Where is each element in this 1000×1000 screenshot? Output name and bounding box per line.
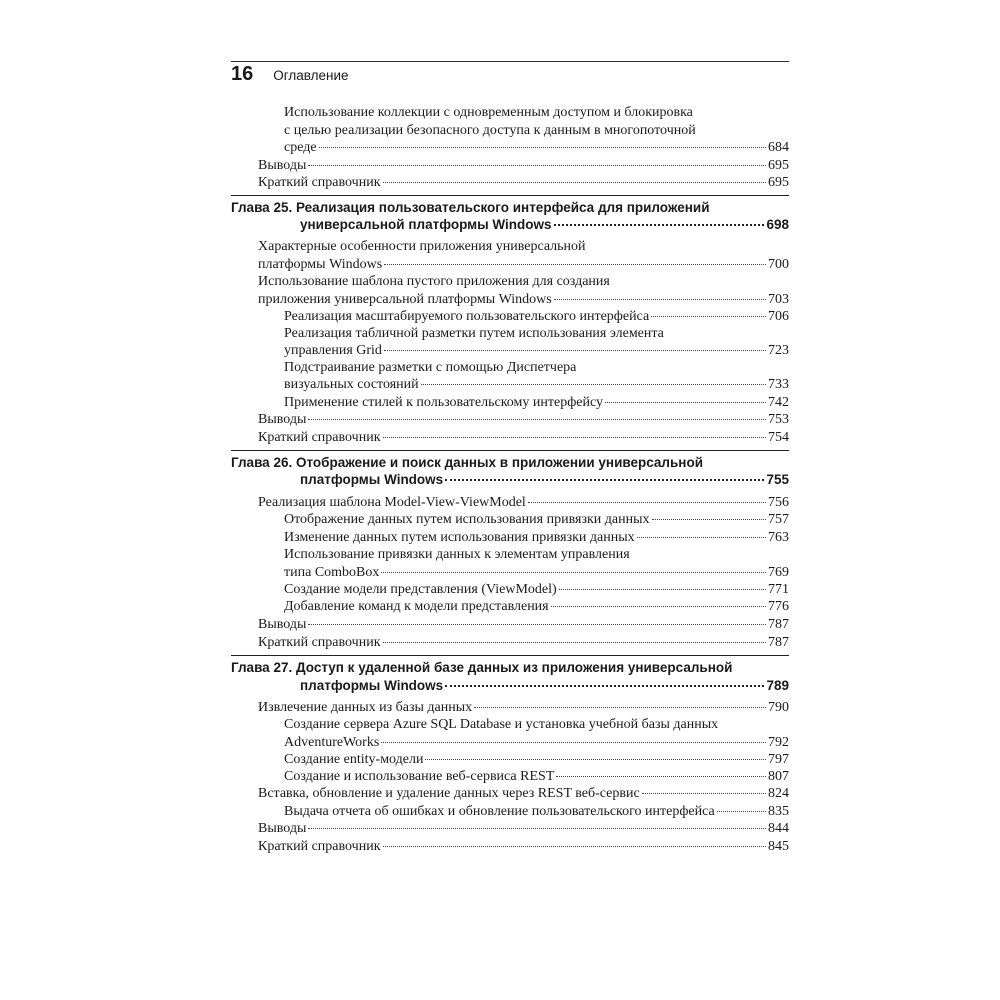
toc-text-line: Реализация табличной разметки путем использования элемента bbox=[284, 326, 664, 341]
chapter-separator bbox=[231, 655, 789, 656]
toc-entry-page: 787 bbox=[768, 617, 789, 632]
toc-entry-title: Краткий справочник bbox=[258, 839, 381, 854]
toc-entry[interactable] bbox=[258, 634, 789, 651]
toc-entry-title: Реализация шаблона Model-View-ViewModel bbox=[258, 495, 526, 510]
toc-entry-page: 753 bbox=[768, 412, 789, 427]
toc-entry-page: 763 bbox=[768, 530, 789, 545]
toc-entry-title: управления Grid bbox=[284, 343, 382, 358]
toc-entry[interactable] bbox=[258, 785, 789, 802]
chapter-page: 789 bbox=[766, 678, 789, 693]
toc-text-line: с целью реализации безопасного доступа к данным в многопоточной bbox=[284, 123, 696, 138]
dot-leader bbox=[381, 572, 766, 573]
dot-leader bbox=[528, 502, 766, 503]
toc-entry[interactable] bbox=[258, 616, 789, 633]
toc-entry-page: 792 bbox=[768, 735, 789, 750]
dot-leader bbox=[308, 624, 766, 625]
toc-text-line: Использование шаблона пустого приложения для создания bbox=[258, 274, 610, 289]
toc-entry-page: 845 bbox=[768, 839, 789, 854]
toc-text-line: Подстраивание разметки с помощью Диспетчера bbox=[284, 360, 577, 375]
chapter-25-title-line: Глава 25. Реализация пользовательского интерфейса для приложений bbox=[231, 200, 710, 215]
toc-entry[interactable] bbox=[284, 734, 789, 751]
toc-entry-page: 757 bbox=[768, 512, 789, 527]
dot-leader bbox=[605, 402, 766, 403]
dot-leader bbox=[383, 846, 767, 847]
chapter-27-entry[interactable] bbox=[300, 677, 789, 694]
toc-entry[interactable] bbox=[284, 394, 789, 411]
chapter-title: платформы Windows bbox=[300, 472, 444, 487]
toc-entry-title: Отображение данных путем использования привязки данных bbox=[284, 512, 650, 527]
toc-entry-page: 797 bbox=[768, 752, 789, 767]
dot-leader bbox=[425, 759, 766, 760]
toc-entry[interactable] bbox=[258, 699, 789, 716]
chapter-26-entry[interactable] bbox=[300, 471, 789, 488]
dot-leader bbox=[554, 299, 766, 300]
dot-leader bbox=[308, 165, 766, 166]
toc-entry[interactable] bbox=[284, 139, 789, 156]
toc-entry-page: 684 bbox=[768, 140, 789, 155]
toc-entry-page: 706 bbox=[768, 309, 789, 324]
toc-entry[interactable] bbox=[258, 174, 789, 191]
header-rule bbox=[231, 61, 789, 62]
chapter-page: 698 bbox=[766, 217, 789, 232]
toc-entry-title: Создание модели представления (ViewModel) bbox=[284, 582, 557, 597]
toc-entry[interactable] bbox=[258, 157, 789, 174]
toc-entry[interactable] bbox=[284, 768, 789, 785]
toc-text-line: Создание сервера Azure SQL Database и установка учебной базы данных bbox=[284, 717, 719, 732]
toc-entry-title: Применение стилей к пользовательскому интерфейсу bbox=[284, 395, 604, 410]
toc-entry[interactable] bbox=[258, 429, 789, 446]
toc-entry-page: 844 bbox=[768, 821, 789, 836]
toc-entry-title: Выводы bbox=[258, 821, 307, 836]
toc-entry-page: 787 bbox=[768, 635, 789, 650]
toc-entry-title: приложения универсальной платформы Windows bbox=[258, 292, 552, 307]
toc-entry-title: Добавление команд к модели представления bbox=[284, 599, 549, 614]
dot-leader bbox=[445, 479, 764, 481]
toc-entry-page: 835 bbox=[768, 804, 789, 819]
toc-entry-title: Выводы bbox=[258, 617, 307, 632]
toc-entry[interactable] bbox=[284, 751, 789, 768]
toc-entry[interactable] bbox=[284, 511, 789, 528]
toc-entry-title: среде bbox=[284, 140, 317, 155]
chapter-25-entry[interactable] bbox=[300, 216, 789, 233]
toc-entry-title: Создание и использование веб-сервиса REST bbox=[284, 769, 555, 784]
dot-leader bbox=[717, 811, 766, 812]
dot-leader bbox=[384, 264, 766, 265]
toc-text-line: Использование привязки данных к элементам управления bbox=[284, 547, 630, 562]
toc-entry-page: 771 bbox=[768, 582, 789, 597]
toc-entry-title: Выдача отчета об ошибках и обновление пользовательского интерфейса bbox=[284, 804, 715, 819]
dot-leader bbox=[551, 606, 766, 607]
toc-entry[interactable] bbox=[284, 342, 789, 359]
chapter-title: платформы Windows bbox=[300, 678, 444, 693]
dot-leader bbox=[556, 776, 766, 777]
toc-entry-title: Выводы bbox=[258, 412, 307, 427]
toc-text-line: Характерные особенности приложения универсальной bbox=[258, 239, 586, 254]
toc-entry-title: типа ComboBox bbox=[284, 565, 380, 580]
dot-leader bbox=[381, 742, 766, 743]
toc-entry-page: 776 bbox=[768, 599, 789, 614]
dot-leader bbox=[445, 685, 764, 687]
toc-entry[interactable] bbox=[258, 838, 789, 855]
toc-entry-page: 723 bbox=[768, 343, 789, 358]
toc-entry-title: Вставка, обновление и удаление данных через REST веб-сервис bbox=[258, 786, 640, 801]
toc-entry-page: 807 bbox=[768, 769, 789, 784]
dot-leader bbox=[651, 316, 766, 317]
toc-entry[interactable] bbox=[258, 256, 789, 273]
dot-leader bbox=[652, 519, 767, 520]
dot-leader bbox=[308, 828, 766, 829]
chapter-separator bbox=[231, 450, 789, 451]
toc-entry-page: 754 bbox=[768, 430, 789, 445]
dot-leader bbox=[559, 589, 766, 590]
toc-entry-title: Извлечение данных из базы данных bbox=[258, 700, 473, 715]
chapter-26-title-line: Глава 26. Отображение и поиск данных в приложении универсальной bbox=[231, 455, 703, 470]
toc-entry[interactable] bbox=[258, 494, 789, 511]
toc-entry-title: Создание entity-модели bbox=[284, 752, 424, 767]
toc-entry-title: платформы Windows bbox=[258, 257, 383, 272]
toc-entry-title: Выводы bbox=[258, 158, 307, 173]
chapter-page: 755 bbox=[766, 472, 789, 487]
toc-entry-title: Изменение данных путем использования привязки данных bbox=[284, 530, 635, 545]
toc-entry-page: 700 bbox=[768, 257, 789, 272]
toc-text-line: Использование коллекции с одновременным доступом и блокировка bbox=[284, 105, 693, 120]
toc-entry-title: Реализация масштабируемого пользовательского интерфейса bbox=[284, 309, 650, 324]
toc-entry-page: 824 bbox=[768, 786, 789, 801]
dot-leader bbox=[642, 793, 766, 794]
dot-leader bbox=[474, 707, 766, 708]
chapter-title: универсальной платформы Windows bbox=[300, 217, 552, 232]
toc-entry-title: Краткий справочник bbox=[258, 175, 381, 190]
dot-leader bbox=[319, 147, 766, 148]
toc-entry-page: 695 bbox=[768, 175, 789, 190]
page-number: 16 bbox=[231, 63, 254, 85]
toc-entry-page: 695 bbox=[768, 158, 789, 173]
toc-entry-page: 769 bbox=[768, 565, 789, 580]
toc-entry-title: AdventureWorks bbox=[284, 735, 380, 750]
toc-entry[interactable] bbox=[284, 308, 789, 325]
dot-leader bbox=[383, 182, 767, 183]
toc-entry[interactable] bbox=[284, 529, 789, 546]
dot-leader bbox=[383, 642, 767, 643]
toc-entry[interactable] bbox=[258, 291, 789, 308]
dot-leader bbox=[637, 537, 766, 538]
toc-entry-page: 756 bbox=[768, 495, 789, 510]
running-header-title: Оглавление bbox=[273, 68, 349, 83]
dot-leader bbox=[421, 384, 766, 385]
chapter-27-title-line: Глава 27. Доступ к удаленной базе данных из приложения универсальной bbox=[231, 660, 733, 675]
toc-entry-title: Краткий справочник bbox=[258, 635, 381, 650]
chapter-separator bbox=[231, 195, 789, 196]
toc-entry-title: визуальных состояний bbox=[284, 377, 419, 392]
dot-leader bbox=[383, 437, 767, 438]
toc-entry[interactable] bbox=[284, 803, 789, 820]
toc-entry[interactable] bbox=[284, 564, 789, 581]
toc-entry[interactable] bbox=[284, 598, 789, 615]
toc-entry[interactable] bbox=[284, 581, 789, 598]
toc-entry-page: 742 bbox=[768, 395, 789, 410]
toc-entry-page: 733 bbox=[768, 377, 789, 392]
toc-entry-page: 790 bbox=[768, 700, 789, 715]
dot-leader bbox=[308, 419, 766, 420]
dot-leader bbox=[554, 224, 765, 226]
toc-entry-title: Краткий справочник bbox=[258, 430, 381, 445]
toc-entry-page: 703 bbox=[768, 292, 789, 307]
dot-leader bbox=[384, 350, 766, 351]
toc-entry[interactable] bbox=[258, 820, 789, 837]
running-header bbox=[231, 63, 349, 87]
toc-entry[interactable] bbox=[258, 411, 789, 428]
toc-entry[interactable] bbox=[284, 376, 789, 393]
